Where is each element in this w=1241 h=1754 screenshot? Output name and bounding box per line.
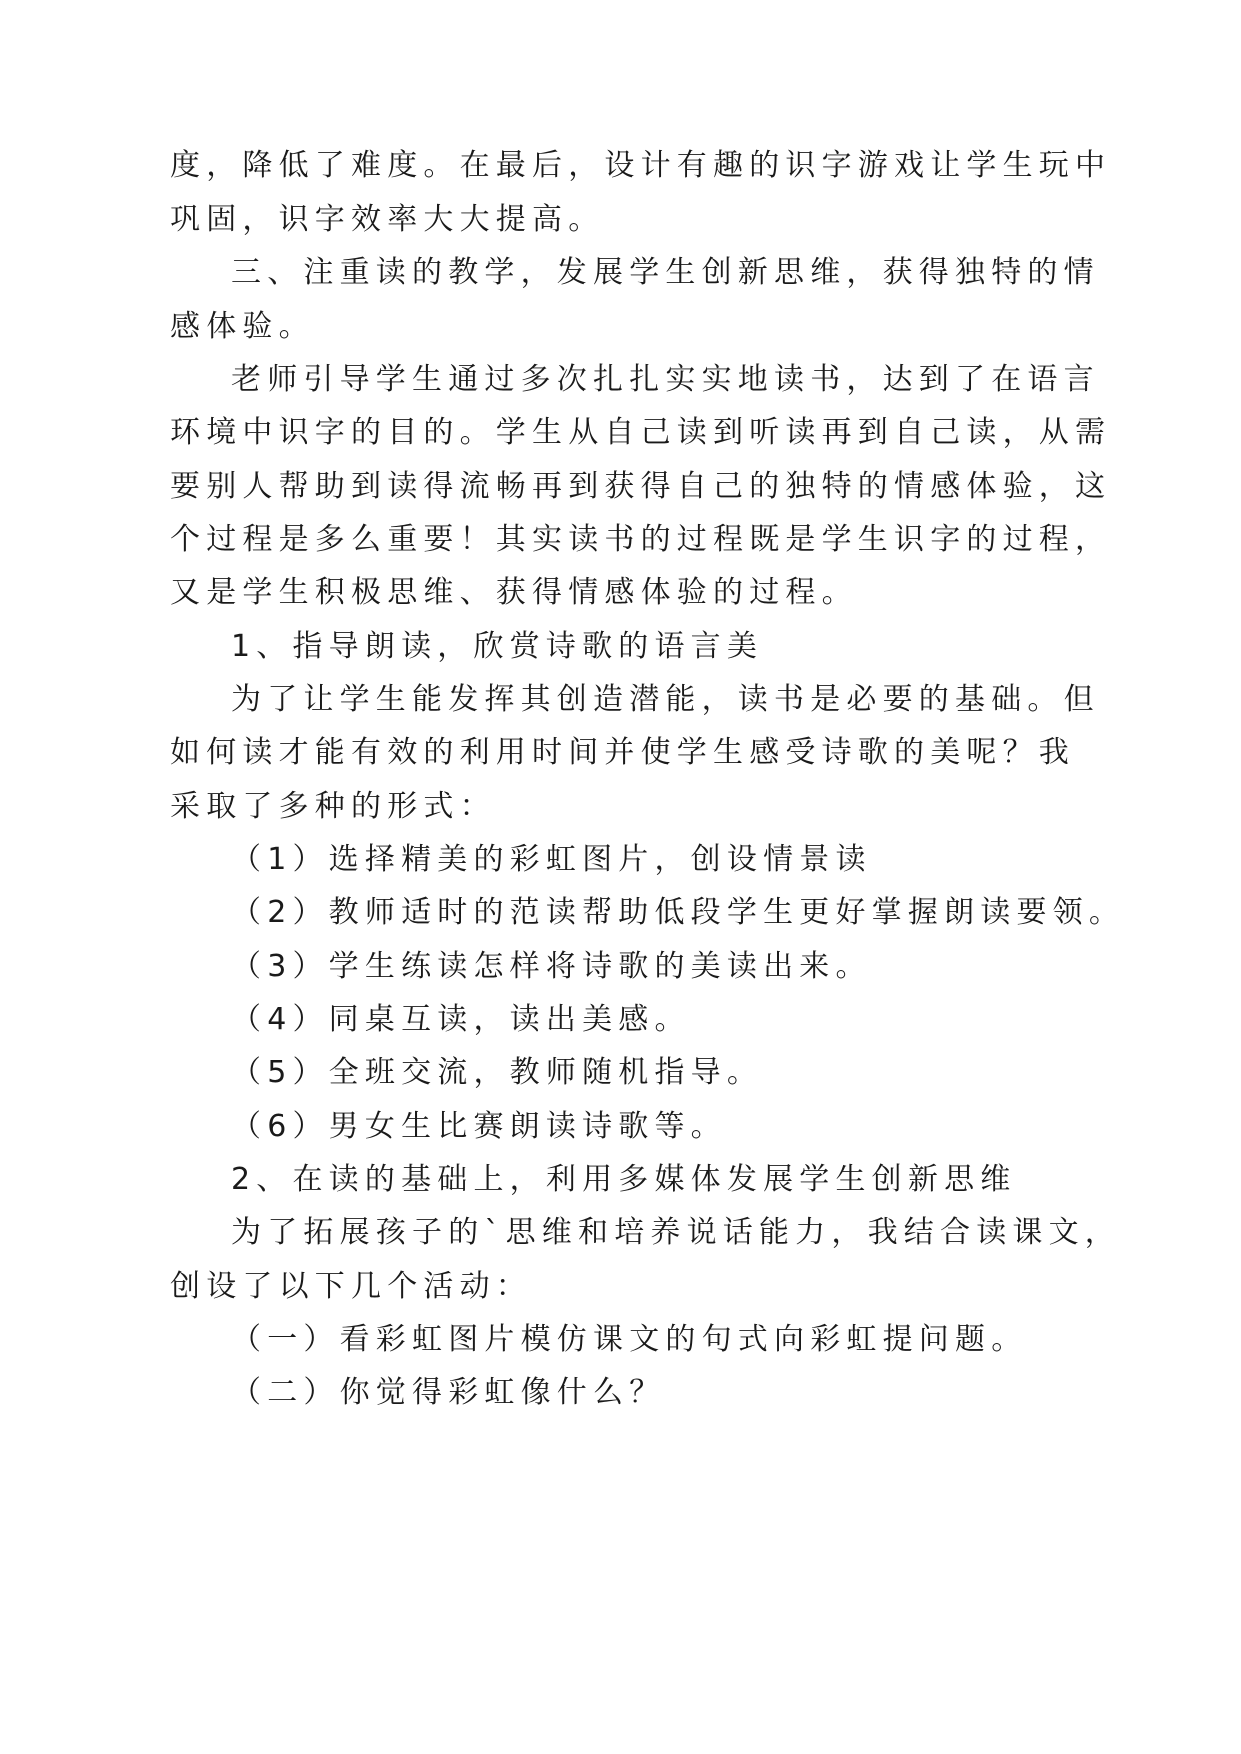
text-line: 如何读才能有效的利用时间并使学生感受诗歌的美呢？我 bbox=[170, 735, 1075, 770]
text-line: 为了拓展孩子的`思维和培养说话能力，我结合读课文， bbox=[231, 1215, 1121, 1250]
text-line: （2）教师适时的范读帮助低段学生更好掌握朗读要领。 bbox=[231, 895, 1126, 930]
text-line: （二）你觉得彩虹像什么？ bbox=[231, 1375, 666, 1410]
text-line: 1、指导朗读，欣赏诗歌的语言美 bbox=[231, 629, 764, 664]
text-line: 采取了多种的形式： bbox=[170, 789, 496, 824]
text-line: 为了让学生能发挥其创造潜能，读书是必要的基础。但 bbox=[231, 682, 1100, 717]
text-line: （6）男女生比赛朗读诗歌等。 bbox=[231, 1109, 727, 1144]
text-line: 老师引导学生通过多次扎扎实实地读书，达到了在语言 bbox=[231, 362, 1100, 397]
text-line: 环境中识字的目的。学生从自己读到听读再到自己读，从需 bbox=[170, 415, 1112, 450]
text-line: （一）看彩虹图片模仿课文的句式向彩虹提问题。 bbox=[231, 1322, 1028, 1357]
text-line: 2、在读的基础上，利用多媒体发展学生创新思维 bbox=[231, 1162, 1017, 1197]
text-line: 个过程是多么重要！其实读书的过程既是学生识字的过程， bbox=[170, 522, 1112, 557]
text-line: 感体验。 bbox=[170, 309, 315, 344]
text-line: （1）选择精美的彩虹图片，创设情景读 bbox=[231, 842, 872, 877]
text-line: 巩固，识字效率大大提高。 bbox=[170, 202, 605, 237]
text-line: （5）全班交流，教师随机指导。 bbox=[231, 1055, 764, 1090]
text-line: 要别人帮助到读得流畅再到获得自己的独特的情感体验，这 bbox=[170, 469, 1112, 504]
text-line: （4）同桌互读，读出美感。 bbox=[231, 1002, 691, 1037]
text-line: 度，降低了难度。在最后，设计有趣的识字游戏让学生玩中 bbox=[170, 148, 1112, 183]
text-line: 又是学生积极思维、获得情感体验的过程。 bbox=[170, 575, 858, 610]
text-line: （3）学生练读怎样将诗歌的美读出来。 bbox=[231, 949, 872, 984]
text-line: 三、注重读的教学，发展学生创新思维，获得独特的情 bbox=[231, 255, 1100, 290]
text-line: 创设了以下几个活动： bbox=[170, 1269, 532, 1304]
